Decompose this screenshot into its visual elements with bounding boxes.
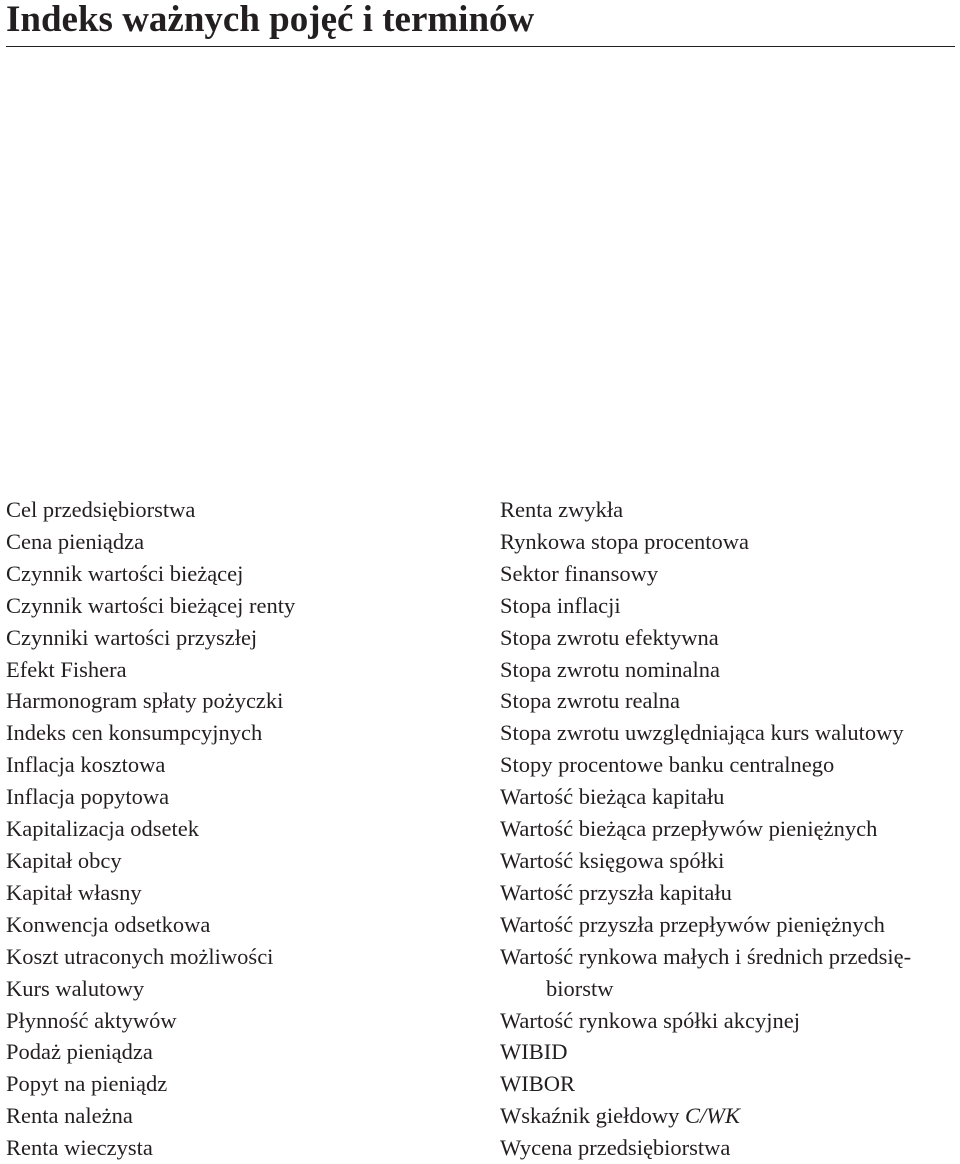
index-term: Inflacja kosztowa	[6, 752, 166, 778]
index-term: Czynniki wartości przyszłej	[6, 624, 258, 650]
index-term: Stopa inflacji	[500, 592, 621, 618]
index-term: Czynnik wartości bieżącej renty	[6, 592, 296, 618]
index-term: Cel przedsiębiorstwa	[6, 497, 196, 522]
index-term: Płynność aktywów	[6, 1007, 177, 1033]
index-term: Cena pieniądza	[6, 528, 145, 554]
index-term: Wartość bieżąca przepływów pieniężnych	[500, 816, 878, 842]
index-term: Wycena przedsiębiorstwa	[500, 1135, 731, 1161]
index-term: Stopa zwrotu efektywna	[500, 624, 719, 650]
index-column-left	[6, 494, 476, 1164]
index-term: Popyt na pieniądz	[6, 1071, 168, 1097]
index-term: Inflacja popytowa	[6, 784, 170, 810]
index-term: Wartość rynkowa spółki akcyjnej	[500, 1007, 800, 1033]
index-term-text: Wskaźnik giełdowy	[500, 1103, 680, 1129]
index-term: Kapitalizacja odsetek	[6, 816, 200, 842]
title-rule	[6, 46, 955, 47]
index-term: Renta wieczysta	[6, 1135, 153, 1161]
index-term: Kapitał obcy	[6, 847, 122, 873]
index-term: Stopa zwrotu uwzględniająca kurs walutowy	[500, 720, 904, 746]
index-column-right	[500, 494, 958, 1164]
index-term: Stopa zwrotu nominalna	[500, 656, 720, 682]
index-term: Renta należna	[6, 1103, 133, 1129]
index-term: WIBOR	[500, 1071, 575, 1097]
index-term: Wartość bieżąca kapitału	[500, 784, 725, 810]
index-term: Harmonogram spłaty pożyczki	[6, 688, 284, 714]
index-term-wrapped: Wartość rynkowa małych i średnich przedsię- biorstw	[500, 943, 912, 1001]
index-term: Wartość przyszła przepływów pieniężnych	[500, 911, 885, 937]
index-term: Kapitał własny	[6, 879, 142, 905]
index-term: Konwencja odsetkowa	[6, 911, 211, 937]
index-term: Koszt utraconych możliwości	[6, 943, 274, 969]
index-term: Sektor finansowy	[500, 560, 659, 586]
index-term: Renta zwykła	[500, 497, 624, 522]
index-term: Kurs walutowy	[6, 975, 145, 1001]
page-title: Indeks ważnych pojęć i terminów	[6, 0, 535, 40]
index-term: Wartość księgowa spółki	[500, 847, 725, 873]
index-term-with-italic	[500, 1100, 958, 1132]
index-term: Indeks cen konsumpcyjnych	[6, 720, 263, 746]
index-term: WIBID	[500, 1039, 568, 1065]
index-term: Stopa zwrotu realna	[500, 688, 680, 714]
index-term-italic-abbrev: C/WK	[684, 1103, 740, 1129]
index-term: Rynkowa stopa procentowa	[500, 528, 750, 554]
index-term: Czynnik wartości bieżącej	[6, 560, 244, 586]
index-term: Stopy procentowe banku centralnego	[500, 752, 835, 778]
index-term: Efekt Fishera	[6, 656, 127, 682]
index-term: Podaż pieniądza	[6, 1039, 153, 1065]
index-term: Wartość przyszła kapitału	[500, 879, 732, 905]
